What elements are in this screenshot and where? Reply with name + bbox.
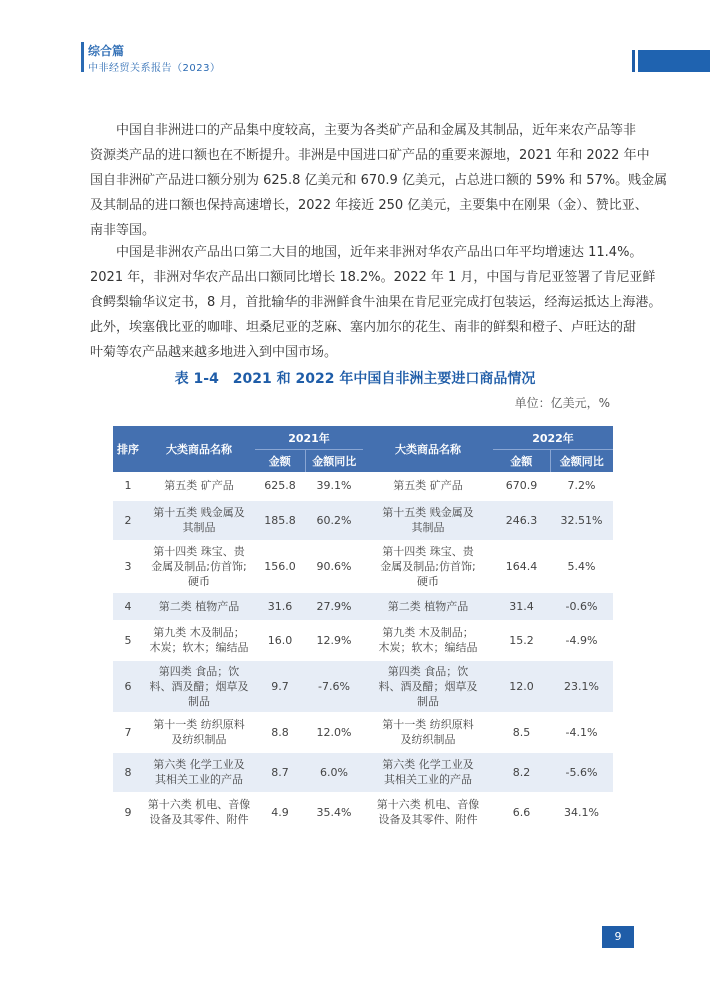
header-yoy-2022: 金额同比 <box>550 450 613 473</box>
cell-category-2022 <box>363 712 493 752</box>
header-report-title: 中非经贸关系报告（2023） <box>88 63 221 74</box>
cell-yoy-2022: 7.2% <box>550 472 613 500</box>
cell-amount-2021: 4.9 <box>255 792 305 832</box>
cell-amount-2022: 670.9 <box>493 472 550 500</box>
header-rank: 排序 <box>113 426 143 472</box>
cell-amount-2022: 8.5 <box>493 712 550 752</box>
category-name-line: 第十五类 贱金属及 <box>382 506 474 519</box>
cell-yoy-2021: 27.9% <box>305 592 363 620</box>
category-name-line: 第九类 木及制品； <box>382 626 474 639</box>
cell-rank: 2 <box>113 500 143 540</box>
cell-category-2021 <box>143 540 255 592</box>
header-year-2021: 2021年 <box>255 426 363 450</box>
cell-category-2022 <box>363 500 493 540</box>
category-name-line: 设备及其零件、附件 <box>149 813 249 826</box>
cell-rank: 3 <box>113 540 143 592</box>
table-row <box>113 660 613 712</box>
cell-yoy-2022: 34.1% <box>550 792 613 832</box>
paragraph-2 <box>90 240 662 365</box>
cell-amount-2021: 9.7 <box>255 660 305 712</box>
category-name-line: 硬币 <box>417 574 439 588</box>
import-commodities-table <box>113 426 613 833</box>
cell-yoy-2021: 35.4% <box>305 792 363 832</box>
header-year-2022: 2022年 <box>493 426 613 450</box>
paragraph-line: 中国是非洲农产品出口第二大目的地国，近年来非洲对华农产品出口年平均增速达 11.4%。 <box>116 245 643 260</box>
cell-amount-2021: 625.8 <box>255 472 305 500</box>
category-name-line: 第十六类 机电、音像 <box>376 798 480 811</box>
table-row <box>113 620 613 660</box>
cell-category-2021 <box>143 592 255 620</box>
cell-category-2022 <box>363 660 493 712</box>
header-decor-block <box>638 50 710 72</box>
cell-yoy-2021: 60.2% <box>305 500 363 540</box>
category-name-line: 第十四类 珠宝、贵 <box>382 544 474 558</box>
cell-category-2022 <box>363 592 493 620</box>
category-name-line: 木炭；软木；编结品 <box>149 641 249 654</box>
category-name-line: 制品 <box>417 694 439 708</box>
cell-amount-2022: 31.4 <box>493 592 550 620</box>
category-name-line: 木炭；软木；编结品 <box>378 641 478 654</box>
header-section-title: 综合篇 <box>88 44 125 58</box>
cell-yoy-2022: -5.6% <box>550 752 613 792</box>
table-title: 表 1-4 2021 和 2022 年中国自非洲主要进口商品情况 <box>174 371 536 387</box>
table-row <box>113 540 613 592</box>
category-name-line: 第二类 植物产品 <box>158 599 240 613</box>
category-name-line: 第十一类 纺织原料 <box>153 718 245 731</box>
table-row <box>113 472 613 500</box>
cell-amount-2022: 164.4 <box>493 540 550 592</box>
header-category-2022: 大类商品名称 <box>363 426 493 472</box>
cell-category-2021 <box>143 660 255 712</box>
category-name-line: 其制品 <box>182 521 216 534</box>
category-name-line: 第四类 食品；饮 <box>158 664 240 678</box>
category-name-line: 第二类 植物产品 <box>387 599 469 613</box>
category-name-line: 及纺织制品 <box>171 733 227 746</box>
cell-amount-2022: 6.6 <box>493 792 550 832</box>
paragraph-line: 此外，埃塞俄比亚的咖啡、坦桑尼亚的芝麻、塞内加尔的花生、南非的鲜梨和橙子、卢旺达的甜 <box>90 320 637 335</box>
paragraph-line: 国自非洲矿产品进口额分别为 625.8 亿美元和 670.9 亿美元，占总进口额的 59% 和 57%。贱金属 <box>90 173 668 188</box>
cell-yoy-2021: 6.0% <box>305 752 363 792</box>
table-unit-note: 单位：亿美元，% <box>514 396 610 410</box>
cell-category-2022 <box>363 472 493 500</box>
cell-category-2022 <box>363 792 493 832</box>
category-name-line: 第四类 食品；饮 <box>387 664 469 678</box>
cell-yoy-2022: 32.51% <box>550 500 613 540</box>
paragraph-line: 食鳄梨输华议定书，8 月，首批输华的非洲鲜食牛油果在肯尼亚完成打包装运，经海运抵达上海港。 <box>90 295 662 310</box>
header-decor-stripe <box>632 50 635 72</box>
cell-category-2021 <box>143 712 255 752</box>
cell-category-2021 <box>143 620 255 660</box>
cell-yoy-2022: -4.9% <box>550 620 613 660</box>
category-name-line: 金属及制品;仿首饰; <box>151 559 247 573</box>
paragraph-line: 资源类产品的进口额也在不断提升。非洲是中国进口矿产品的重要来源地，2021 年和 2022 年中 <box>90 148 650 163</box>
category-name-line: 第六类 化学工业及 <box>153 758 245 771</box>
cell-amount-2022: 8.2 <box>493 752 550 792</box>
paragraph-line: 及其制品的进口额也保持高速增长，2022 年接近 250 亿美元，主要集中在刚果（金）、赞比亚、 <box>90 198 648 213</box>
cell-category-2022 <box>363 620 493 660</box>
cell-category-2022 <box>363 540 493 592</box>
cell-rank: 4 <box>113 592 143 620</box>
category-name-line: 第五类 矿产品 <box>164 479 234 493</box>
paragraph-line: 叶菊等农产品越来越多地进入到中国市场。 <box>90 345 338 360</box>
cell-category-2021 <box>143 472 255 500</box>
cell-category-2021 <box>143 752 255 792</box>
cell-rank: 7 <box>113 712 143 752</box>
category-name-line: 制品 <box>188 694 210 708</box>
header-amount-2022: 金额 <box>493 450 550 473</box>
table-row <box>113 752 613 792</box>
header-yoy-2021: 金额同比 <box>305 450 363 473</box>
category-name-line: 第九类 木及制品； <box>153 626 245 639</box>
cell-category-2022 <box>363 752 493 792</box>
cell-yoy-2022: 23.1% <box>550 660 613 712</box>
cell-amount-2021: 156.0 <box>255 540 305 592</box>
cell-rank: 9 <box>113 792 143 832</box>
cell-rank: 1 <box>113 472 143 500</box>
cell-rank: 5 <box>113 620 143 660</box>
table-row <box>113 592 613 620</box>
cell-rank: 8 <box>113 752 143 792</box>
category-name-line: 及纺织制品 <box>400 733 456 746</box>
cell-yoy-2021: -7.6% <box>305 660 363 712</box>
cell-amount-2021: 16.0 <box>255 620 305 660</box>
cell-amount-2021: 8.8 <box>255 712 305 752</box>
cell-amount-2022: 12.0 <box>493 660 550 712</box>
cell-amount-2022: 246.3 <box>493 500 550 540</box>
category-name-line: 金属及制品;仿首饰; <box>380 559 476 573</box>
table-row <box>113 712 613 752</box>
paragraph-line: 2021 年，非洲对华农产品出口额同比增长 18.2%。2022 年 1 月，中国与肯尼亚签署了肯尼亚鲜 <box>90 270 656 285</box>
cell-amount-2021: 185.8 <box>255 500 305 540</box>
cell-amount-2021: 8.7 <box>255 752 305 792</box>
paragraph-line: 南非等国。 <box>90 223 156 238</box>
category-name-line: 第十一类 纺织原料 <box>382 718 474 731</box>
cell-category-2021 <box>143 792 255 832</box>
cell-yoy-2022: -0.6% <box>550 592 613 620</box>
cell-yoy-2021: 90.6% <box>305 540 363 592</box>
cell-rank: 6 <box>113 660 143 712</box>
category-name-line: 设备及其零件、附件 <box>378 813 478 826</box>
category-name-line: 第十五类 贱金属及 <box>153 506 245 519</box>
cell-yoy-2021: 12.9% <box>305 620 363 660</box>
cell-amount-2021: 31.6 <box>255 592 305 620</box>
category-name-line: 其相关工业的产品 <box>155 773 243 786</box>
cell-category-2021 <box>143 500 255 540</box>
page-number: 9 <box>602 926 634 948</box>
category-name-line: 其制品 <box>411 521 445 534</box>
cell-yoy-2021: 39.1% <box>305 472 363 500</box>
category-name-line: 第十四类 珠宝、贵 <box>153 544 245 558</box>
category-name-line: 第六类 化学工业及 <box>382 758 474 771</box>
category-name-line: 料、酒及醋；烟草及 <box>378 679 478 693</box>
header-accent-bar <box>81 42 84 72</box>
header-amount-2021: 金额 <box>255 450 305 473</box>
category-name-line: 第五类 矿产品 <box>393 479 463 493</box>
category-name-line: 料、酒及醋；烟草及 <box>149 679 249 693</box>
header-category-2021: 大类商品名称 <box>143 426 255 472</box>
paragraph-line: 中国自非洲进口的产品集中度较高，主要为各类矿产品和金属及其制品，近年来农产品等非 <box>116 123 637 138</box>
cell-yoy-2021: 12.0% <box>305 712 363 752</box>
paragraph-1 <box>90 118 668 243</box>
table-row <box>113 500 613 540</box>
table-row <box>113 792 613 832</box>
cell-yoy-2022: 5.4% <box>550 540 613 592</box>
category-name-line: 其相关工业的产品 <box>384 773 472 786</box>
category-name-line: 硬币 <box>188 574 210 588</box>
cell-yoy-2022: -4.1% <box>550 712 613 752</box>
category-name-line: 第十六类 机电、音像 <box>147 798 251 811</box>
cell-amount-2022: 15.2 <box>493 620 550 660</box>
